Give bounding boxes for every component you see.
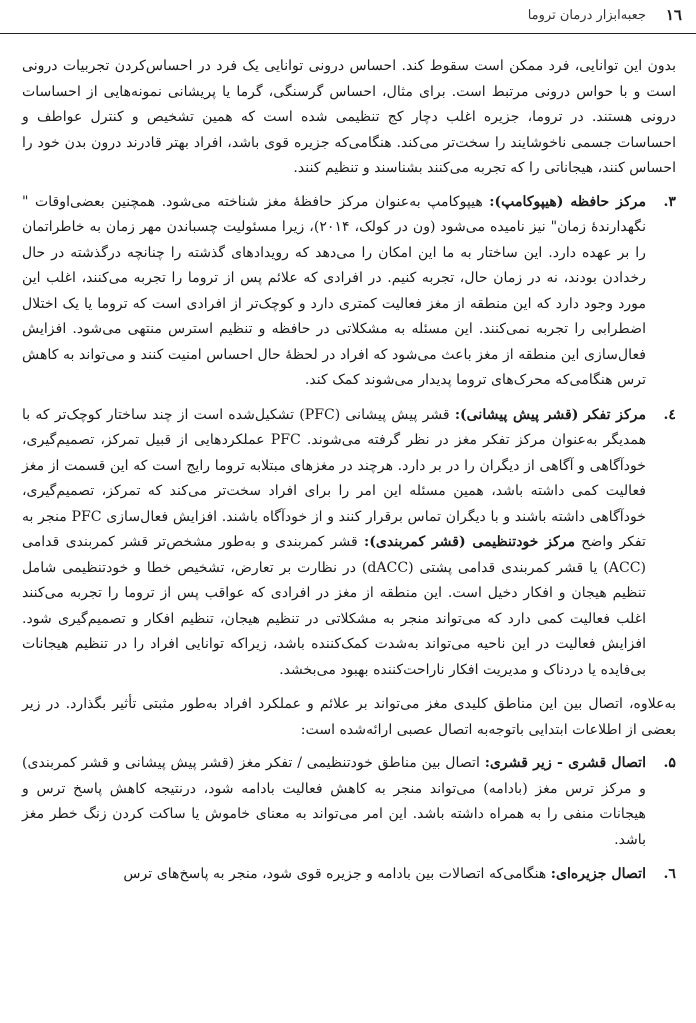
page-header	[0, 0, 696, 34]
list-item-cortical-connectivity	[22, 751, 676, 853]
item-text: هنگامی‌که اتصالات بین بادامه و جزیره قوی شود، منجر به پاسخ‌های ترس	[123, 866, 551, 882]
item-text: قشر پیش پیشانی (PFC) تشکیل‌شده است از چند ساختار کوچک‌تر که با همدیگر به‌عنوان مرکز تفکر مغز در نظر گرفته می‌شوند. PFC عملکردهایی از قبیل تمرکز، تصمیم‌گیری، خودآگاهی و آگاهی از دیگران را در بر دارد. هرچند در مغزهای مبتلابه تروما رایج است که این قسمت از مغز فعالیت کمی داشته باشد، همین مسئله این امر را برای افراد سخت‌تر می‌کند که تمرکز، تصمیم‌گیری، خودآگاهی داشته باشند و با دیگران تماس برقرار کنند و از خودآگاه باشند. افزایش فعال‌سازی PFC منجر به تفکر واضح	[22, 406, 646, 550]
item-title: مرکز حافظه (هیپوکامپ):	[489, 193, 646, 210]
list-number: ٦.	[663, 866, 676, 882]
bold-term: مرکز خودتنظیمی (قشر کمربندی):	[364, 534, 576, 550]
intro-paragraph: بدون این توانایی، فرد ممکن است سقوط کند. احساس درونی توانایی یک فرد در احساس‌کردن تجربیات درونی است و با حواس درونی مرتبط است. برای مثال، احساس گرسنگی، گرما یا پریشانی نمونه‌هایی از احساسات درونی هستند. در تروما، جزیره اغلب دچار کج تنظیمی شده است که همین تشخیص و کنترل عواطف و احساسات جسمی ناخوشایند را سخت‌تر می‌کند. هنگامی‌که جزیره قوی باشد، افراد بهتر قادرند درون بدن خود را احساس کنند، هیجاناتی را که تجربه می‌کنند بشناسند و تنظیم کنند.	[22, 58, 676, 176]
item-title: اتصال قشری - زیر قشری:	[484, 755, 647, 771]
list-item-thinking-center	[22, 403, 676, 684]
item-text: قشر کمربندی و به‌طور مشخص‌تر قشر کمربندی قدامی (ACC) یا قشر کمربندی قدامی پشتی (dACC) در نظارت بر تعارض، تشخیص خطا و خودتنظیمی شامل تنظیم هیجان و افکار دخیل است. این منطقه از مغز در افرادی که عواقب پس از تروما را تجربه می‌کنند اغلب فعالیت کمی دارد که می‌تواند منجر به مشکلاتی در تنظیم هیجان، تنظیم افکار و تصمیم‌گیری شود. افزایش فعالیت در این ناحیه می‌تواند به‌شدت کمک‌کننده باشد، زیراکه توانایی افراد را در تنظیم هیجانات بی‌فایده یا دردناک و مدیریت افکار ناراحت‌کننده بهبود می‌بخشد.	[22, 534, 647, 678]
item-text: اتصال بین مناطق خودتنظیمی / تفکر مغز (قشر پیش پیشانی و قشر کمربندی) و مرکز ترس مغز (بادامه) می‌تواند منجر به کاهش فعالیت بادامه شود، درنتیجه کاهش پاسخ ترس و هیجانات منفی را به همراه داشته باشد. این امر می‌تواند به معنای خاموش یا ساکت کردن زنگ خطر مغز باشد.	[22, 755, 646, 848]
list-number: ۵.	[663, 755, 676, 771]
list-number: ۳.	[663, 193, 676, 210]
transition-paragraph: به‌علاوه، اتصال بین این مناطق کلیدی مغز می‌تواند بر علائم و عملکرد افراد به‌طور مثبتی تأثیر بگذارد. در زیر بعضی از اطلاعات ابتدایی باتوجه‌به اتصال عصبی ارائه‌شده است:	[22, 696, 676, 738]
running-title: جعبه‌ابزار درمان تروما	[527, 8, 646, 23]
list-number: ٤.	[663, 406, 676, 423]
item-text: هیپوکامپ به‌عنوان مرکز حافظهٔ مغز شناخته می‌شود. همچنین بعضی‌اوقات " نگهدارندهٔ زمان" نیز نامیده می‌شود (ون در کولک، ۲۰۱۴)، زیرا مسئولیت چسباندن مهر زمان به خاطراتمان را بر عهده دارد. این ساختار به ما این امکان را می‌دهد که رویدادهای گذشته را چنانچه درگذشته در حال رخدادن بودند، نه در زمان حال، تجربه کنیم. در افرادی که علائم پس از تروما را تجربه می‌کنند، اغلب این مورد وجود دارد که این منطقه از مغز فعالیت کمتری دارد و کوچک‌تر از افرادی است که تروما یا یک اختلال اضطرابی را تجربه نمی‌کنند. این مسئله به مشکلاتی در حافظه و تنظیم استرس منتهی می‌شود. افزایش فعال‌سازی این منطقه از مغز باعث می‌شود که افراد در لحظهٔ حال احساس امنیت کنند و می‌تواند به کاهش ترس هنگامی‌که محرک‌های تروما پدیدار می‌شوند کمک کند.	[22, 193, 647, 388]
item-title: مرکز تفکر (قشر پیش پیشانی):	[454, 406, 646, 423]
list-item-memory-center	[22, 190, 676, 394]
list-item-insular-connectivity	[22, 862, 676, 888]
page-number: ١٦	[665, 6, 682, 24]
page-body	[22, 54, 676, 897]
item-title: اتصال جزیره‌ای:	[550, 866, 646, 882]
